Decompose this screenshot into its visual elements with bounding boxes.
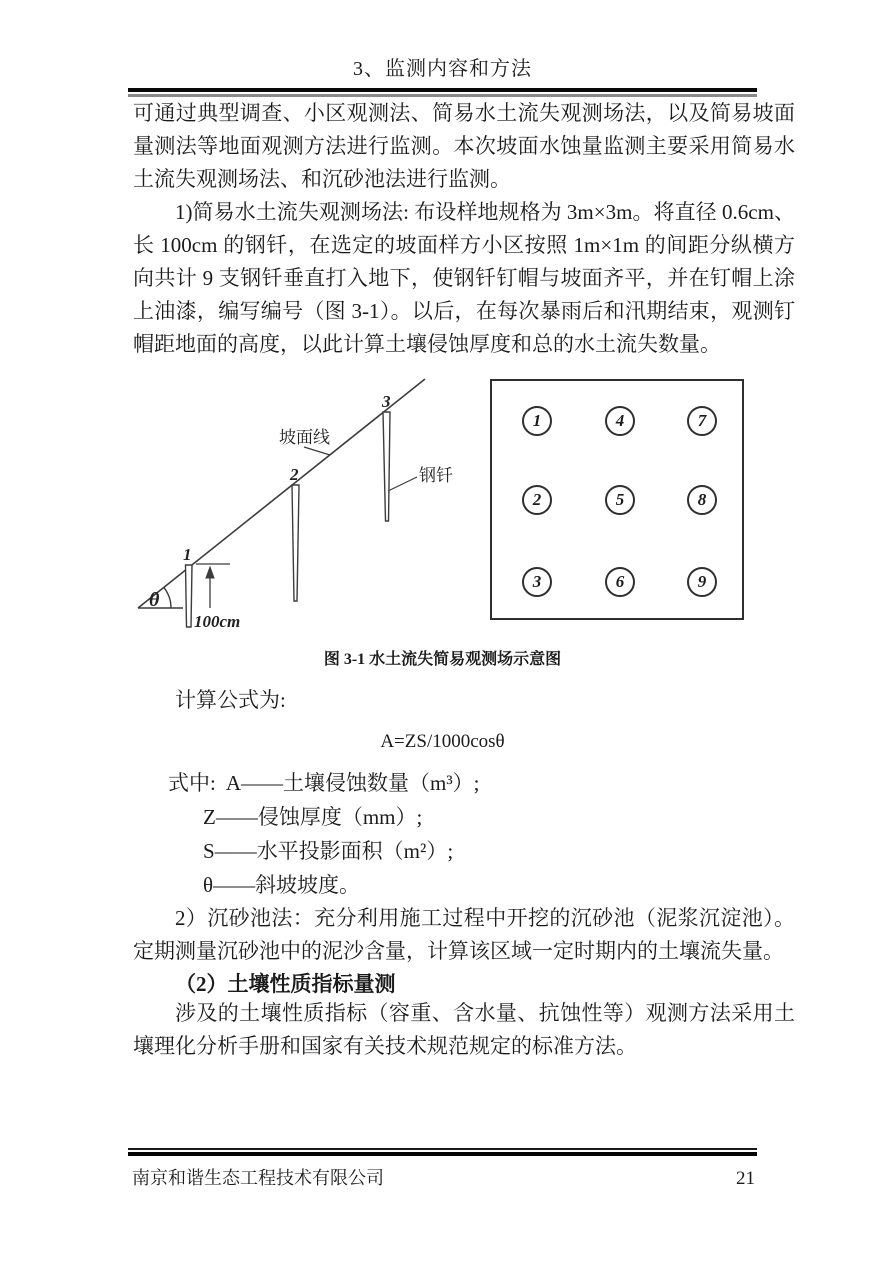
- footer-row: [128, 1164, 757, 1190]
- figure-caption: 图 3-1 水土流失简易观测场示意图: [323, 651, 562, 668]
- definition-row-theta: [203, 868, 795, 902]
- grid-pin-9: 9: [687, 567, 717, 597]
- steel-pin-1: [186, 565, 193, 627]
- definition-desc: ——斜坡坡度。: [213, 873, 361, 897]
- steel-pin-3: [383, 412, 390, 521]
- definition-symbol: Z: [203, 805, 216, 829]
- slope-label-pointer: [304, 447, 330, 455]
- section-heading-soil-properties: （2）土壤性质指标量测: [175, 972, 396, 996]
- steel-pin-label: 钢钎: [419, 466, 453, 485]
- definition-row-A: [168, 766, 795, 800]
- height-arrow-head: [206, 567, 214, 578]
- definition-row-S: [203, 834, 795, 868]
- grid-pin-4: 4: [605, 406, 635, 436]
- definition-desc: ——土壤侵蚀数量（m³）;: [241, 771, 480, 795]
- page-footer: [128, 1148, 757, 1190]
- definition-desc: ——侵蚀厚度（mm）;: [215, 805, 423, 829]
- formula-definitions: [133, 766, 795, 902]
- figure-3-1: [133, 377, 795, 629]
- angle-theta-label: θ: [149, 589, 160, 611]
- header-rule: [128, 88, 757, 97]
- pin-grid-diagram: [490, 379, 744, 620]
- grid-pin-3: 3: [522, 567, 552, 597]
- angle-arc: [164, 587, 171, 608]
- steel-pin-2: [292, 485, 299, 601]
- formula-intro: 计算公式为:: [175, 688, 286, 712]
- page-number: 21: [736, 1168, 755, 1189]
- page-title: 3、监测内容和方法: [353, 58, 532, 80]
- slope-line-label: 坡面线: [279, 428, 330, 447]
- grid-pin-1: 1: [522, 406, 552, 436]
- where-label: 式中:: [168, 771, 216, 795]
- definition-symbol: θ: [203, 873, 214, 897]
- definition-symbol: A: [225, 771, 242, 795]
- footer-rule-thick-line: [128, 1152, 757, 1156]
- footer-company-name: 南京和谐生态工程技术有限公司: [132, 1168, 384, 1188]
- definition-desc: ——水平投影面积（m²）;: [214, 839, 454, 863]
- pin-length-label: 100cm: [194, 612, 241, 629]
- paragraph-method-2: 2）沉砂池法：充分利用施工过程中开挖的沉砂池（泥浆沉淀池）。定期测量沉砂池中的泥沙含量，计算该区域一定时期内的土壤流失量。: [133, 906, 795, 963]
- grid-pin-6: 6: [605, 567, 635, 597]
- pin-1-number: 1: [183, 545, 192, 564]
- definition-symbol: S: [203, 839, 215, 863]
- grid-pin-5: 5: [605, 485, 635, 515]
- pin-label-pointer: [388, 477, 417, 491]
- footer-rule: [128, 1148, 757, 1156]
- paragraph-soil-indicators: 涉及的土壤性质指标（容重、含水量、抗蚀性等）观测方法采用土壤理化分析手册和国家有关技术规范规定的标准方法。: [133, 1001, 795, 1058]
- formula-expression: A=ZS/1000cosθ: [380, 731, 505, 752]
- paragraph-intro: 可通过典型调查、小区观测法、简易水土流失观测场法，以及简易坡面量测法等地面观测方法进行监测。本次坡面水蚀量监测主要采用简易水土流失观测场法、和沉砂池法进行监测。: [133, 101, 795, 191]
- definition-row-Z: [203, 800, 795, 834]
- grid-pin-8: 8: [687, 485, 717, 515]
- slope-line: [138, 379, 425, 608]
- grid-pin-7: 7: [687, 406, 717, 436]
- pin-2-number: 2: [290, 465, 299, 484]
- paragraph-method-1: 1)简易水土流失观测场法: 布设样地规格为 3m×3m。将直径 0.6cm、长 100cm 的钢钎，在选定的坡面样方小区按照 1m×1m 的间距分纵横方向共计 9 支钢钎垂直打入地下，使钢钎钉帽与坡面齐平，并在钉帽上涂上油漆，编写编号（图 3-1）。以后，在每次暴雨后和汛期结束，观测钉帽距地面的高度，以此计算土壤侵蚀厚度和总的水土流失数量。: [133, 200, 795, 356]
- pin-3-number: 3: [382, 392, 391, 411]
- slope-diagram: [130, 377, 460, 629]
- grid-pin-2: 2: [522, 485, 552, 515]
